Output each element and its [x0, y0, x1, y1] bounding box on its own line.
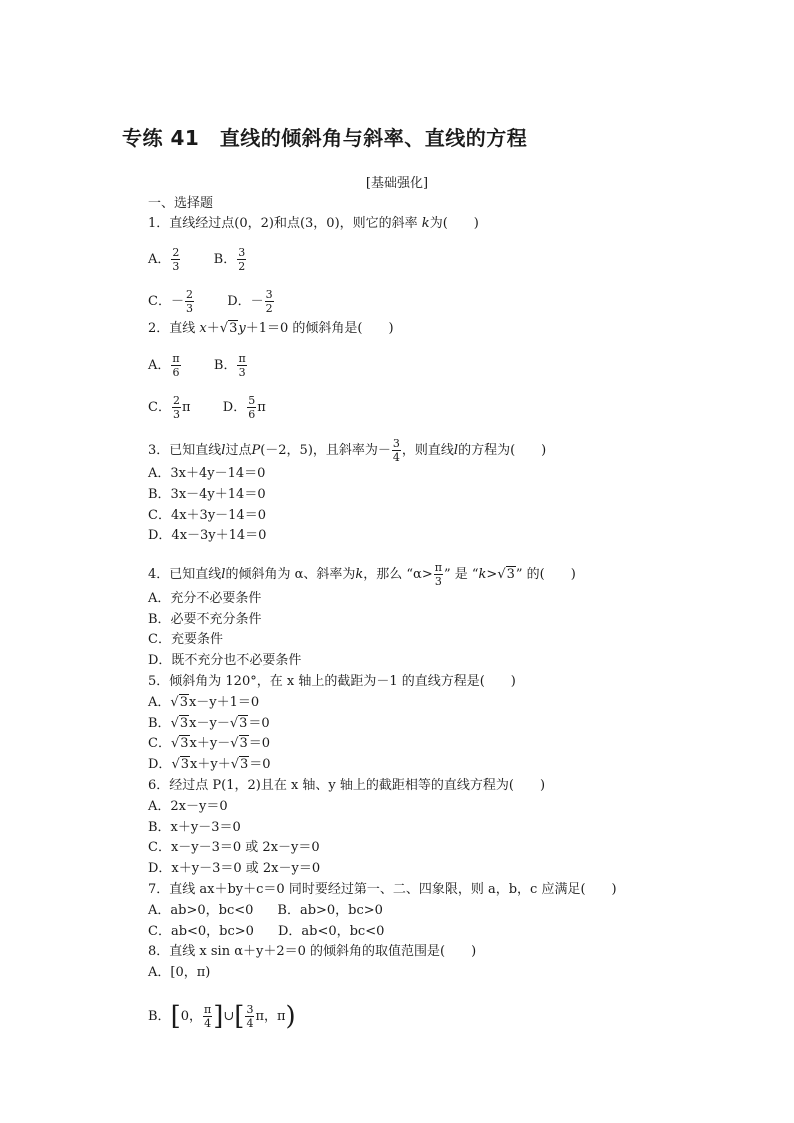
q3-var-l: l: [221, 443, 226, 458]
q4-stem-a: 4．已知直线: [148, 567, 222, 582]
q3-option-b: B．3x－4y＋14＝0: [148, 487, 266, 502]
q1-a-den: 3: [172, 260, 180, 273]
question-1-options-ab: [148, 246, 247, 273]
q8-b-num-2: 3: [246, 1003, 254, 1016]
q1-a-num: 2: [172, 246, 180, 259]
q2-sqrt-value: 3: [229, 321, 238, 336]
q5-c-sqrt-2: √3: [230, 736, 248, 751]
q4-option-d: D．既不充分也不必要条件: [148, 653, 302, 668]
q4-stem-e: >: [486, 567, 498, 582]
q1-stem-tail: 为( ): [429, 216, 479, 231]
q2-eq-x: x: [199, 321, 207, 336]
q1-b-num: 3: [238, 246, 246, 259]
q2-option-a-fraction: [171, 352, 180, 379]
q2-option-a-label: A．: [148, 358, 171, 373]
q1-stem-text: 1．直线经过点(0，2)和点(3，0)，则它的斜率: [148, 216, 418, 231]
q2-c-pi: π: [181, 400, 191, 415]
q2-sqrt: √3: [219, 321, 238, 336]
q1-var: k: [421, 216, 430, 231]
q1-c-den: 3: [185, 302, 193, 315]
q5-c-mid: x＋y－: [189, 736, 231, 751]
q4-option-c: C．充要条件: [148, 632, 223, 647]
q2-c-num: 2: [172, 394, 180, 407]
q3-option-c: C．4x＋3y－14＝0: [148, 508, 266, 523]
q8-option-b: [148, 1003, 296, 1030]
q2-eq-y: y: [238, 321, 246, 336]
q2-b-den: 3: [238, 366, 246, 379]
q4-option-b: B．必要不充分条件: [148, 612, 262, 627]
q7-option-a: A．ab>0，bc<0: [148, 903, 254, 918]
q5-a-sqrt: √3: [170, 695, 188, 710]
q5-d-label: D．: [148, 757, 172, 772]
part-heading: 一、选择题: [148, 196, 214, 211]
question-1-options-cd: [148, 288, 275, 315]
question-5-stem: 5．倾斜角为 120°，在 x 轴上的截距为－1 的直线方程是( ): [148, 674, 516, 689]
q3-stem-d: ，则直线: [401, 443, 454, 458]
q2-stem-a: 2．直线: [148, 321, 196, 336]
q8-b-union: ∪: [223, 1009, 235, 1024]
q4-sqrt: √3: [497, 567, 515, 582]
q5-d-sqrt-2: √3: [230, 757, 249, 772]
q5-b-label: B．: [148, 716, 171, 731]
q3-option-a: A．3x＋4y－14＝0: [148, 466, 266, 481]
q2-d-den: 6: [248, 408, 256, 421]
q6-option-d: D．x＋y－3＝0 或 2x－y＝0: [148, 861, 321, 876]
q5-a-sqrt-value: 3: [179, 695, 188, 710]
q1-b-den: 2: [238, 260, 246, 273]
question-7-options-ab: [148, 903, 383, 919]
q1-c-num: 2: [185, 288, 193, 301]
question-2-stem: [148, 321, 394, 337]
q5-b-rest: ＝0: [248, 716, 270, 731]
q8-option-a: A．[0，π): [148, 965, 211, 980]
question-1-stem: [148, 216, 479, 232]
q8-b-label: B．: [148, 1009, 171, 1024]
q2-a-den: 6: [172, 366, 180, 379]
q7-option-b: B．ab>0，bc>0: [277, 903, 383, 918]
q4-var-k: k: [355, 567, 364, 582]
q1-option-b-fraction: [237, 246, 246, 273]
q2-option-b-label: B．: [213, 358, 237, 373]
q5-a-rest: x－y＋1＝0: [188, 695, 260, 710]
question-3-stem: [148, 437, 546, 464]
q8-b-fraction-2: [245, 1003, 254, 1030]
q6-option-c: C．x－y－3＝0 或 2x－y＝0: [148, 840, 320, 855]
q1-option-b-label: B．: [213, 252, 237, 267]
q3-stem-b: 过点: [225, 443, 252, 458]
q5-b-mid: x－y－: [189, 716, 230, 731]
q2-option-d-label: D．: [222, 400, 247, 415]
q5-c-sqrt-value-2: 3: [239, 736, 248, 751]
question-2-options-ab: [148, 352, 248, 379]
q4-fraction: [434, 561, 443, 588]
q4-stem-d: ” 是 “: [443, 567, 479, 582]
q5-b-sqrt: √3: [170, 716, 189, 731]
question-7-options-cd: [148, 924, 384, 940]
q2-a-num: π: [172, 352, 180, 365]
page-title: 专练 41 直线的倾斜角与斜率、直线的方程: [122, 126, 528, 150]
q5-d-sqrt: √3: [171, 757, 190, 772]
q1-option-a-fraction: [171, 246, 180, 273]
q8-b-bracket-close: ]: [213, 1001, 224, 1032]
q8-b-bracket-open-2: [: [234, 1001, 245, 1032]
q2-d-pi: π: [257, 400, 266, 415]
q3-option-d: D．4x－3y＋14＝0: [148, 528, 267, 543]
q2-option-d-fraction: [247, 394, 256, 421]
q3-num: 3: [392, 437, 400, 450]
question-6-stem: 6．经过点 P(1，2)且在 x 轴、y 轴上的截距相等的直线方程为( ): [148, 778, 546, 793]
q8-b-paren-close: ): [285, 1001, 296, 1032]
q5-a-label: A．: [148, 695, 171, 710]
q5-d-sqrt-value: 3: [180, 757, 190, 772]
q8-b-fraction: [203, 1003, 212, 1030]
q2-option-c-fraction: [172, 394, 181, 421]
q1-option-c-fraction: [185, 288, 194, 315]
q1-d-num: 3: [265, 288, 273, 301]
q2-stem-d: ＋1＝0 的倾斜角是( ): [245, 321, 394, 336]
q3-stem-a: 3．已知直线: [148, 443, 222, 458]
section-tag: [基础强化]: [365, 176, 429, 191]
q4-sqrt-value: 3: [506, 567, 515, 582]
q3-stem-c: (－2，5)，且斜率为－: [260, 443, 391, 458]
q2-option-c-label: C．: [148, 400, 171, 415]
q4-stem-c: ，那么 “α>: [363, 567, 433, 582]
q2-option-b-fraction: [237, 352, 246, 379]
q5-option-a: [148, 695, 259, 711]
q2-c-den: 3: [172, 408, 180, 421]
q4-stem-f: ” 的( ): [515, 567, 576, 582]
q3-stem-e: 的方程为( ): [458, 443, 547, 458]
q8-b-zero: 0，: [180, 1009, 202, 1024]
q5-d-sqrt-value-2: 3: [240, 757, 249, 772]
q4-var-k-2: k: [478, 567, 487, 582]
question-7-stem: 7．直线 ax＋by＋c＝0 同时要经过第一、二、四象限，则 a，b，c 应满足( ): [148, 882, 617, 897]
q5-c-label: C．: [148, 736, 171, 751]
q5-option-b: [148, 716, 270, 732]
q2-b-num: π: [238, 352, 246, 365]
q5-c-sqrt-value: 3: [180, 736, 189, 751]
q5-d-rest: ＝0: [249, 757, 271, 772]
q5-option-c: [148, 736, 270, 752]
q8-b-bracket-open: [: [170, 1001, 181, 1032]
q8-b-den: 4: [204, 1017, 212, 1030]
question-8-stem: 8．直线 x sin α＋y＋2＝0 的倾斜角的取值范围是( ): [148, 944, 477, 959]
q3-var-l-2: l: [453, 443, 459, 458]
q5-b-sqrt-value: 3: [179, 716, 189, 731]
question-4-stem: [148, 561, 576, 588]
q5-c-rest: ＝0: [248, 736, 271, 751]
q6-option-b: B．x＋y－3＝0: [148, 820, 241, 835]
q8-b-num: π: [204, 1003, 212, 1016]
q3-var-p: P: [251, 443, 261, 458]
question-2-options-cd: [148, 394, 266, 421]
q1-option-d-label: D．－: [227, 294, 264, 309]
q7-option-d: D．ab<0，bc<0: [277, 924, 385, 939]
q5-option-d: [148, 757, 271, 773]
q7-option-c: C．ab<0，bc>0: [148, 924, 254, 939]
q1-option-a-label: A．: [148, 252, 171, 267]
q2-d-num: 5: [248, 394, 256, 407]
q1-d-den: 2: [265, 302, 273, 315]
q5-b-sqrt-2: √3: [229, 716, 248, 731]
q4-num: π: [434, 561, 442, 574]
q4-var-l: l: [221, 567, 226, 582]
q8-b-rest: π，π: [255, 1009, 286, 1024]
q2-eq-plus: ＋: [206, 321, 220, 336]
q8-b-den-2: 4: [246, 1017, 254, 1030]
q4-stem-b: 的倾斜角为 α、斜率为: [225, 567, 356, 582]
q5-b-sqrt-value-2: 3: [239, 716, 248, 731]
q3-slope-fraction: [392, 437, 401, 464]
q5-c-sqrt: √3: [170, 736, 189, 751]
q4-option-a: A．充分不必要条件: [148, 591, 262, 606]
q5-d-mid: x＋y＋: [190, 757, 231, 772]
q3-den: 4: [392, 451, 400, 464]
q1-option-c-label: C．－: [148, 294, 184, 309]
q6-option-a: A．2x－y＝0: [148, 799, 228, 814]
q4-den: 3: [434, 575, 442, 588]
q1-option-d-fraction: [265, 288, 274, 315]
